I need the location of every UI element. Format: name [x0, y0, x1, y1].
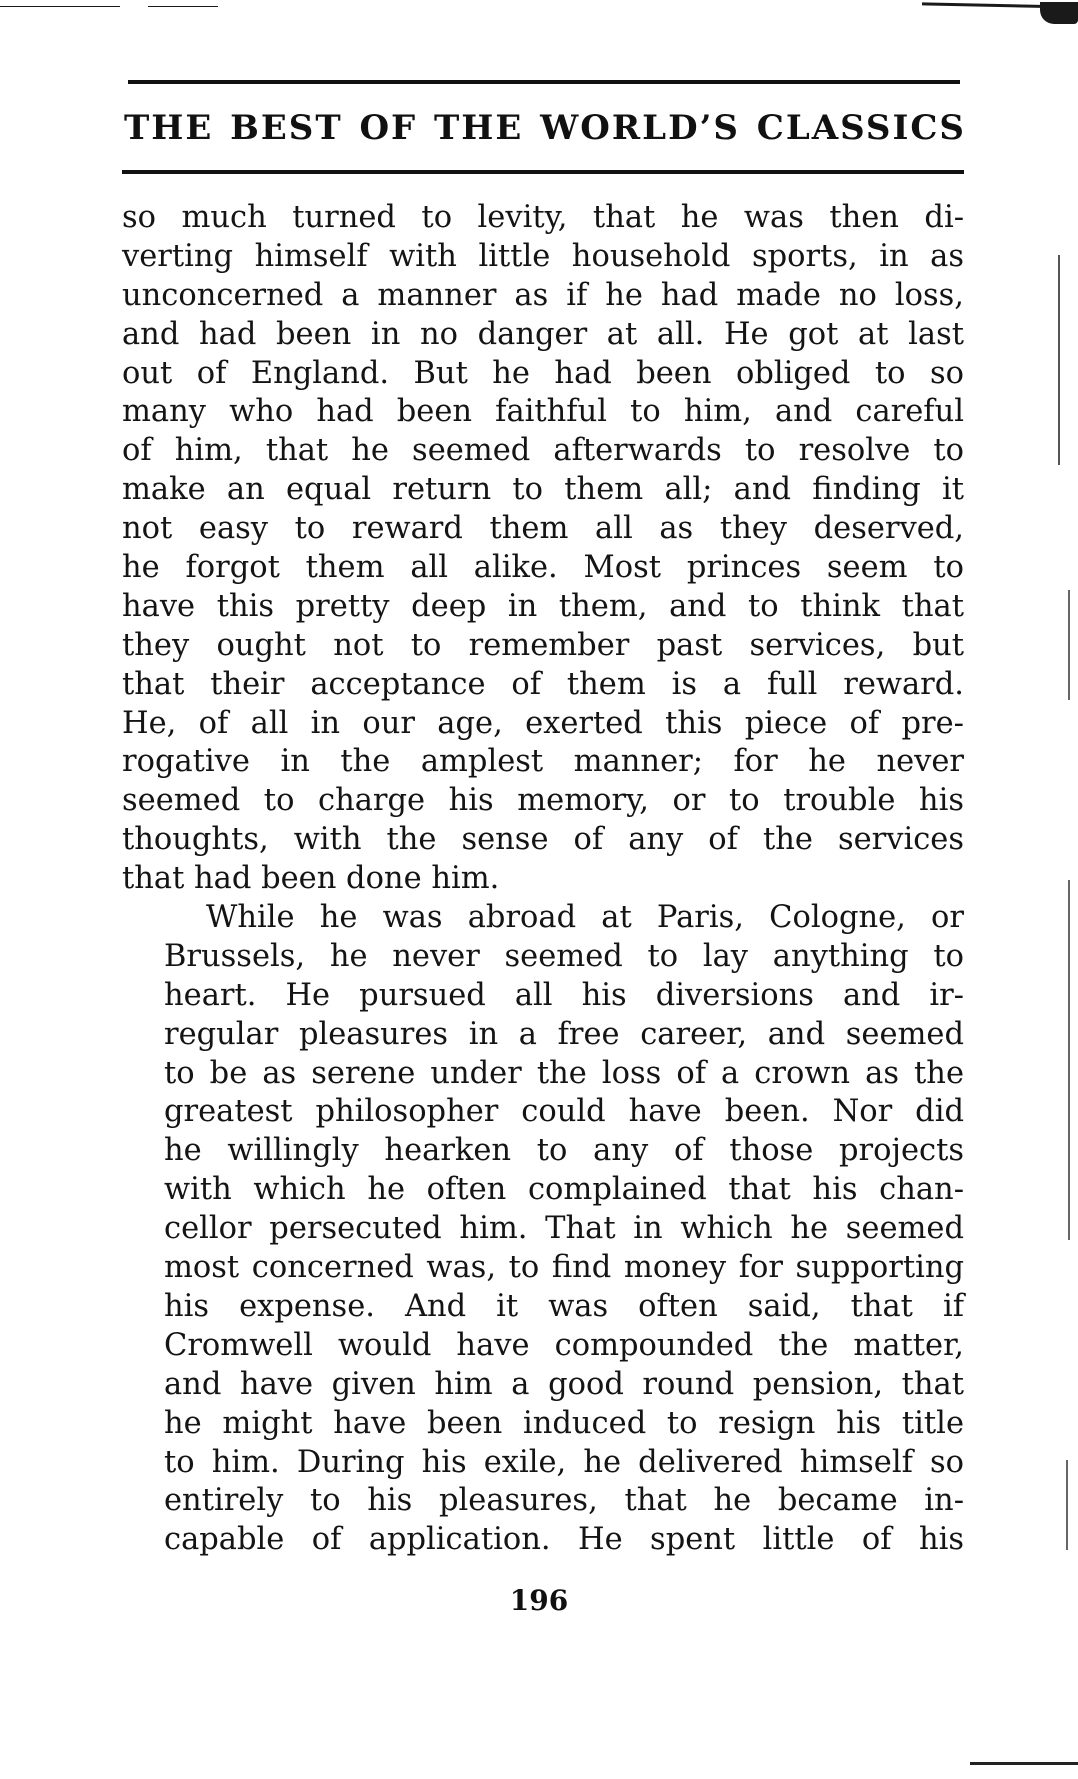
- text-line: rogative in the amplest manner; for he never: [122, 744, 964, 780]
- text-line: not easy to reward them all as they deserved,: [122, 511, 964, 547]
- text-line: He, of all in our age, exerted this piece of pre-: [122, 705, 964, 741]
- text-line: to him. During his exile, he delivered himself so: [164, 1444, 964, 1480]
- body-text: [122, 199, 964, 1560]
- text-line: out of England. But he had been obliged to so: [122, 355, 964, 391]
- scan-mark-top-left-2: [148, 6, 218, 7]
- text-line: so much turned to levity, that he was then di-: [122, 200, 964, 235]
- scan-mark-right-edge: [1058, 255, 1060, 465]
- text-line-last: that had been done him.: [122, 861, 500, 897]
- text-line: Brussels, he never seemed to lay anything to: [164, 938, 964, 974]
- text-line: seemed to charge his memory, or to trouble his: [122, 783, 964, 819]
- text-line: Cromwell would have compounded the matter,: [164, 1327, 964, 1363]
- text-line: greatest philosopher could have been. Nor did: [164, 1094, 964, 1130]
- text-line: verting himself with little household sports, in as: [122, 238, 964, 274]
- text-line: make an equal return to them all; and finding it: [122, 472, 964, 508]
- text-line: to be as serene under the loss of a crown as the: [164, 1055, 964, 1091]
- text-line: that their acceptance of them is a full reward.: [122, 666, 964, 702]
- text-line: he forgot them all alike. Most princes seem to: [122, 550, 964, 586]
- text-line: unconcerned a manner as if he had made no loss,: [122, 277, 964, 313]
- running-head: THE BEST OF THE WORLD’S CLASSICS: [124, 108, 966, 148]
- text-line: capable of application. He spent little of his: [164, 1522, 964, 1558]
- paragraph-2: [122, 899, 964, 1560]
- text-line: heart. He pursued all his diversions and ir-: [164, 977, 964, 1013]
- text-line: cellor persecuted him. That in which he seemed: [164, 1211, 964, 1247]
- text-line: regular pleasures in a free career, and seemed: [164, 1016, 964, 1052]
- header-rule-top: [128, 80, 960, 84]
- text-line: thoughts, with the sense of any of the services: [122, 822, 964, 858]
- text-line: entirely to his pleasures, that he became in-: [164, 1483, 964, 1519]
- scan-mark-right-edge-4: [1066, 1460, 1068, 1550]
- text-line: they ought not to remember past services, but: [122, 627, 964, 663]
- text-line: his expense. And it was often said, that if: [164, 1288, 964, 1324]
- header-rule-bottom: [122, 170, 964, 174]
- text-line: and have given him a good round pension, that: [164, 1366, 964, 1402]
- text-line: most concerned was, to find money for supporting: [164, 1250, 964, 1286]
- text-line: he might have been induced to resign his title: [164, 1405, 964, 1441]
- paragraph-1: [122, 199, 964, 899]
- scan-mark-top-right-blot: [1040, 2, 1078, 24]
- text-line: he willingly hearken to any of those projects: [164, 1133, 964, 1169]
- text-line: of him, that he seemed afterwards to resolve to: [122, 433, 964, 469]
- page-number: 196: [509, 1584, 569, 1617]
- text-line: many who had been faithful to him, and careful: [122, 394, 964, 430]
- scan-mark-top-left: [0, 6, 120, 7]
- text-line: and had been in no danger at all. He got at last: [122, 316, 964, 352]
- text-line: with which he often complained that his chan-: [164, 1172, 964, 1208]
- scan-mark-bottom-right: [970, 1762, 1078, 1765]
- text-line-indented: While he was abroad at Paris, Cologne, or: [206, 900, 964, 936]
- text-line: have this pretty deep in them, and to think that: [122, 588, 964, 624]
- scan-mark-right-edge-3: [1068, 880, 1070, 1240]
- scan-mark-right-edge-2: [1068, 590, 1070, 700]
